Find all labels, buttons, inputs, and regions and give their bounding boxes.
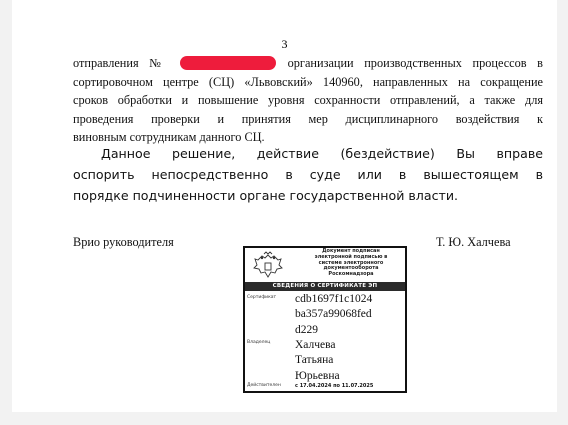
validity-label: Действителен xyxy=(247,383,281,388)
paragraph-line: виновным сотрудникам данного СЦ. xyxy=(73,130,265,145)
signatory-name: Т. Ю. Халчева xyxy=(436,235,511,249)
certificate-line: d229 xyxy=(295,323,318,336)
owner-line: Юрьевна xyxy=(295,369,340,382)
body-paragraph-2 xyxy=(73,144,543,206)
page-number: 3 xyxy=(281,37,288,51)
stamp-top-text xyxy=(297,249,405,278)
paragraph-line xyxy=(73,54,543,73)
certificate-value xyxy=(295,292,372,338)
stamp-top-line: системе электронного xyxy=(318,259,384,266)
coat-of-arms-icon xyxy=(251,251,285,281)
owner-label: Владелец xyxy=(247,340,271,345)
document-page xyxy=(12,0,557,412)
paragraph-text: отправления № xyxy=(73,56,169,70)
certificate-line: cdb1697f1c1024 xyxy=(295,293,373,305)
paragraph-line: порядке подчиненности органе государственной власти. xyxy=(73,187,459,203)
validity-value: с 17.04.2024 по 11.07.2025 xyxy=(295,383,374,389)
body-paragraph-1 xyxy=(73,54,543,147)
stamp-top-line: Роскомнадзора xyxy=(328,271,374,278)
paragraph-line: оспорить непосредственно в суде или в вышестоящем в xyxy=(73,166,543,182)
paragraph-line: Данное решение, действие (бездействие) Вы вправе xyxy=(101,146,543,161)
paragraph-line: проведения проверки и принятия мер дисциплинарного воздействия к xyxy=(73,111,543,126)
paragraph-text: организации производственных процессов в xyxy=(287,56,543,70)
redaction-mark xyxy=(180,56,276,70)
electronic-signature-stamp xyxy=(243,246,407,393)
stamp-top-line: документооборота xyxy=(323,265,379,272)
paragraph-line: сроков обработки и повышение уровня сохранности отправлений, а также для xyxy=(73,93,543,108)
certificate-line: ba357a99068fed xyxy=(295,308,372,321)
owner-line: Татьяна xyxy=(295,354,334,367)
paragraph-line: сортировочном центре (СЦ) «Львовский» 140960, направленных на сокращение xyxy=(73,74,543,89)
certificate-label: Сертификат xyxy=(247,295,277,300)
owner-value xyxy=(295,338,340,384)
owner-line: Халчева xyxy=(295,339,336,351)
stamp-top-line: электронной подписью в xyxy=(314,253,388,260)
stamp-header: СВЕДЕНИЯ О СЕРТИФИКАТЕ ЭП xyxy=(245,282,405,291)
stamp-top-line: Документ подписан xyxy=(322,248,380,254)
signatory-title: Врио руководителя xyxy=(73,235,174,249)
